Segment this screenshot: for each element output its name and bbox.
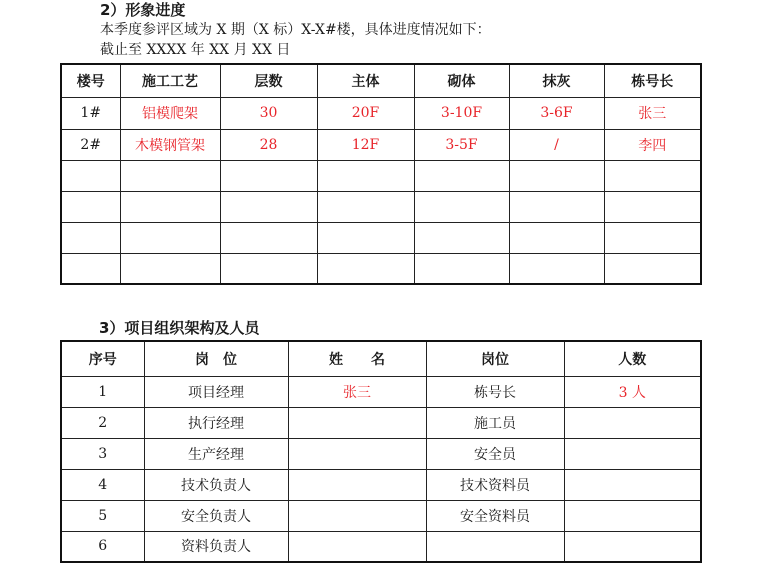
table-row (61, 191, 701, 222)
empty-cell (317, 253, 414, 284)
section-2-line-1: 本季度参评区域为 X 期（X 标）X-X#楼，具体进度情况如下： (100, 22, 491, 38)
plastering-cell: 3-6F (509, 97, 604, 129)
seq-cell: 4 (61, 469, 144, 500)
empty-cell (220, 253, 317, 284)
position-cell: 项目经理 (144, 376, 288, 407)
section-3-heading: 3）项目组织架构及人员 (99, 319, 260, 337)
name-cell (288, 500, 426, 531)
section-2-line-2: 截止至 XXXX 年 XX 月 XX 日 (100, 42, 291, 58)
empty-cell (61, 222, 120, 253)
name-cell (288, 469, 426, 500)
table-row (61, 469, 701, 500)
position-cell: 技术负责人 (144, 469, 288, 500)
building-no-cell: 1# (61, 97, 120, 129)
table-row (61, 129, 701, 160)
empty-cell (509, 253, 604, 284)
floors-cell: 28 (220, 129, 317, 160)
progress-header-row (61, 64, 701, 97)
building-no-cell: 2# (61, 129, 120, 160)
empty-cell (604, 191, 701, 222)
header-building-no: 楼号 (61, 64, 120, 97)
empty-cell (61, 253, 120, 284)
table-row (61, 160, 701, 191)
empty-cell (604, 160, 701, 191)
table-row (61, 97, 701, 129)
seq-cell: 6 (61, 531, 144, 562)
header-post: 岗位 (426, 341, 564, 376)
section-2-heading: 2）形象进度 (100, 1, 186, 19)
header-construction-method: 施工工艺 (120, 64, 220, 97)
post-cell: 安全资料员 (426, 500, 564, 531)
header-plastering: 抹灰 (509, 64, 604, 97)
post-cell: 施工员 (426, 407, 564, 438)
post-cell: 技术资料员 (426, 469, 564, 500)
empty-cell (414, 222, 509, 253)
masonry-cell: 3-5F (414, 129, 509, 160)
staff-table (60, 340, 702, 563)
empty-cell (509, 191, 604, 222)
empty-cell (414, 253, 509, 284)
headcount-cell (564, 407, 701, 438)
position-cell: 生产经理 (144, 438, 288, 469)
empty-cell (120, 222, 220, 253)
empty-cell (604, 253, 701, 284)
empty-cell (414, 160, 509, 191)
manager-cell: 李四 (604, 129, 701, 160)
empty-cell (317, 160, 414, 191)
header-name: 姓 名 (288, 341, 426, 376)
empty-cell (220, 191, 317, 222)
empty-cell (414, 191, 509, 222)
empty-cell (120, 191, 220, 222)
progress-table (60, 63, 702, 285)
empty-cell (61, 191, 120, 222)
headcount-cell (564, 469, 701, 500)
headcount-cell (564, 438, 701, 469)
empty-cell (604, 222, 701, 253)
position-cell: 资料负责人 (144, 531, 288, 562)
post-cell (426, 531, 564, 562)
table-row (61, 438, 701, 469)
staff-header-row (61, 341, 701, 376)
header-main-structure: 主体 (317, 64, 414, 97)
header-masonry: 砌体 (414, 64, 509, 97)
seq-cell: 2 (61, 407, 144, 438)
post-cell: 安全员 (426, 438, 564, 469)
seq-cell: 1 (61, 376, 144, 407)
name-cell (288, 407, 426, 438)
table-row (61, 376, 701, 407)
empty-cell (509, 160, 604, 191)
name-cell: 张三 (288, 376, 426, 407)
table-row (61, 222, 701, 253)
empty-cell (220, 160, 317, 191)
table-row (61, 407, 701, 438)
header-seq-no: 序号 (61, 341, 144, 376)
table-row (61, 253, 701, 284)
table-row (61, 500, 701, 531)
table-row (61, 531, 701, 562)
headcount-cell (564, 500, 701, 531)
empty-cell (120, 160, 220, 191)
header-building-manager: 栋号长 (604, 64, 701, 97)
manager-cell: 张三 (604, 97, 701, 129)
masonry-cell: 3-10F (414, 97, 509, 129)
name-cell (288, 438, 426, 469)
method-cell: 木模钢管架 (120, 129, 220, 160)
seq-cell: 5 (61, 500, 144, 531)
main-structure-cell: 12F (317, 129, 414, 160)
empty-cell (61, 160, 120, 191)
empty-cell (120, 253, 220, 284)
position-cell: 安全负责人 (144, 500, 288, 531)
headcount-cell (564, 531, 701, 562)
empty-cell (509, 222, 604, 253)
position-cell: 执行经理 (144, 407, 288, 438)
header-headcount: 人数 (564, 341, 701, 376)
seq-cell: 3 (61, 438, 144, 469)
empty-cell (317, 191, 414, 222)
empty-cell (220, 222, 317, 253)
headcount-cell: 3 人 (564, 376, 701, 407)
post-cell: 栋号长 (426, 376, 564, 407)
floors-cell: 30 (220, 97, 317, 129)
main-structure-cell: 20F (317, 97, 414, 129)
plastering-cell: / (509, 129, 604, 160)
header-position: 岗 位 (144, 341, 288, 376)
empty-cell (317, 222, 414, 253)
header-floors: 层数 (220, 64, 317, 97)
method-cell: 铝模爬架 (120, 97, 220, 129)
name-cell (288, 531, 426, 562)
